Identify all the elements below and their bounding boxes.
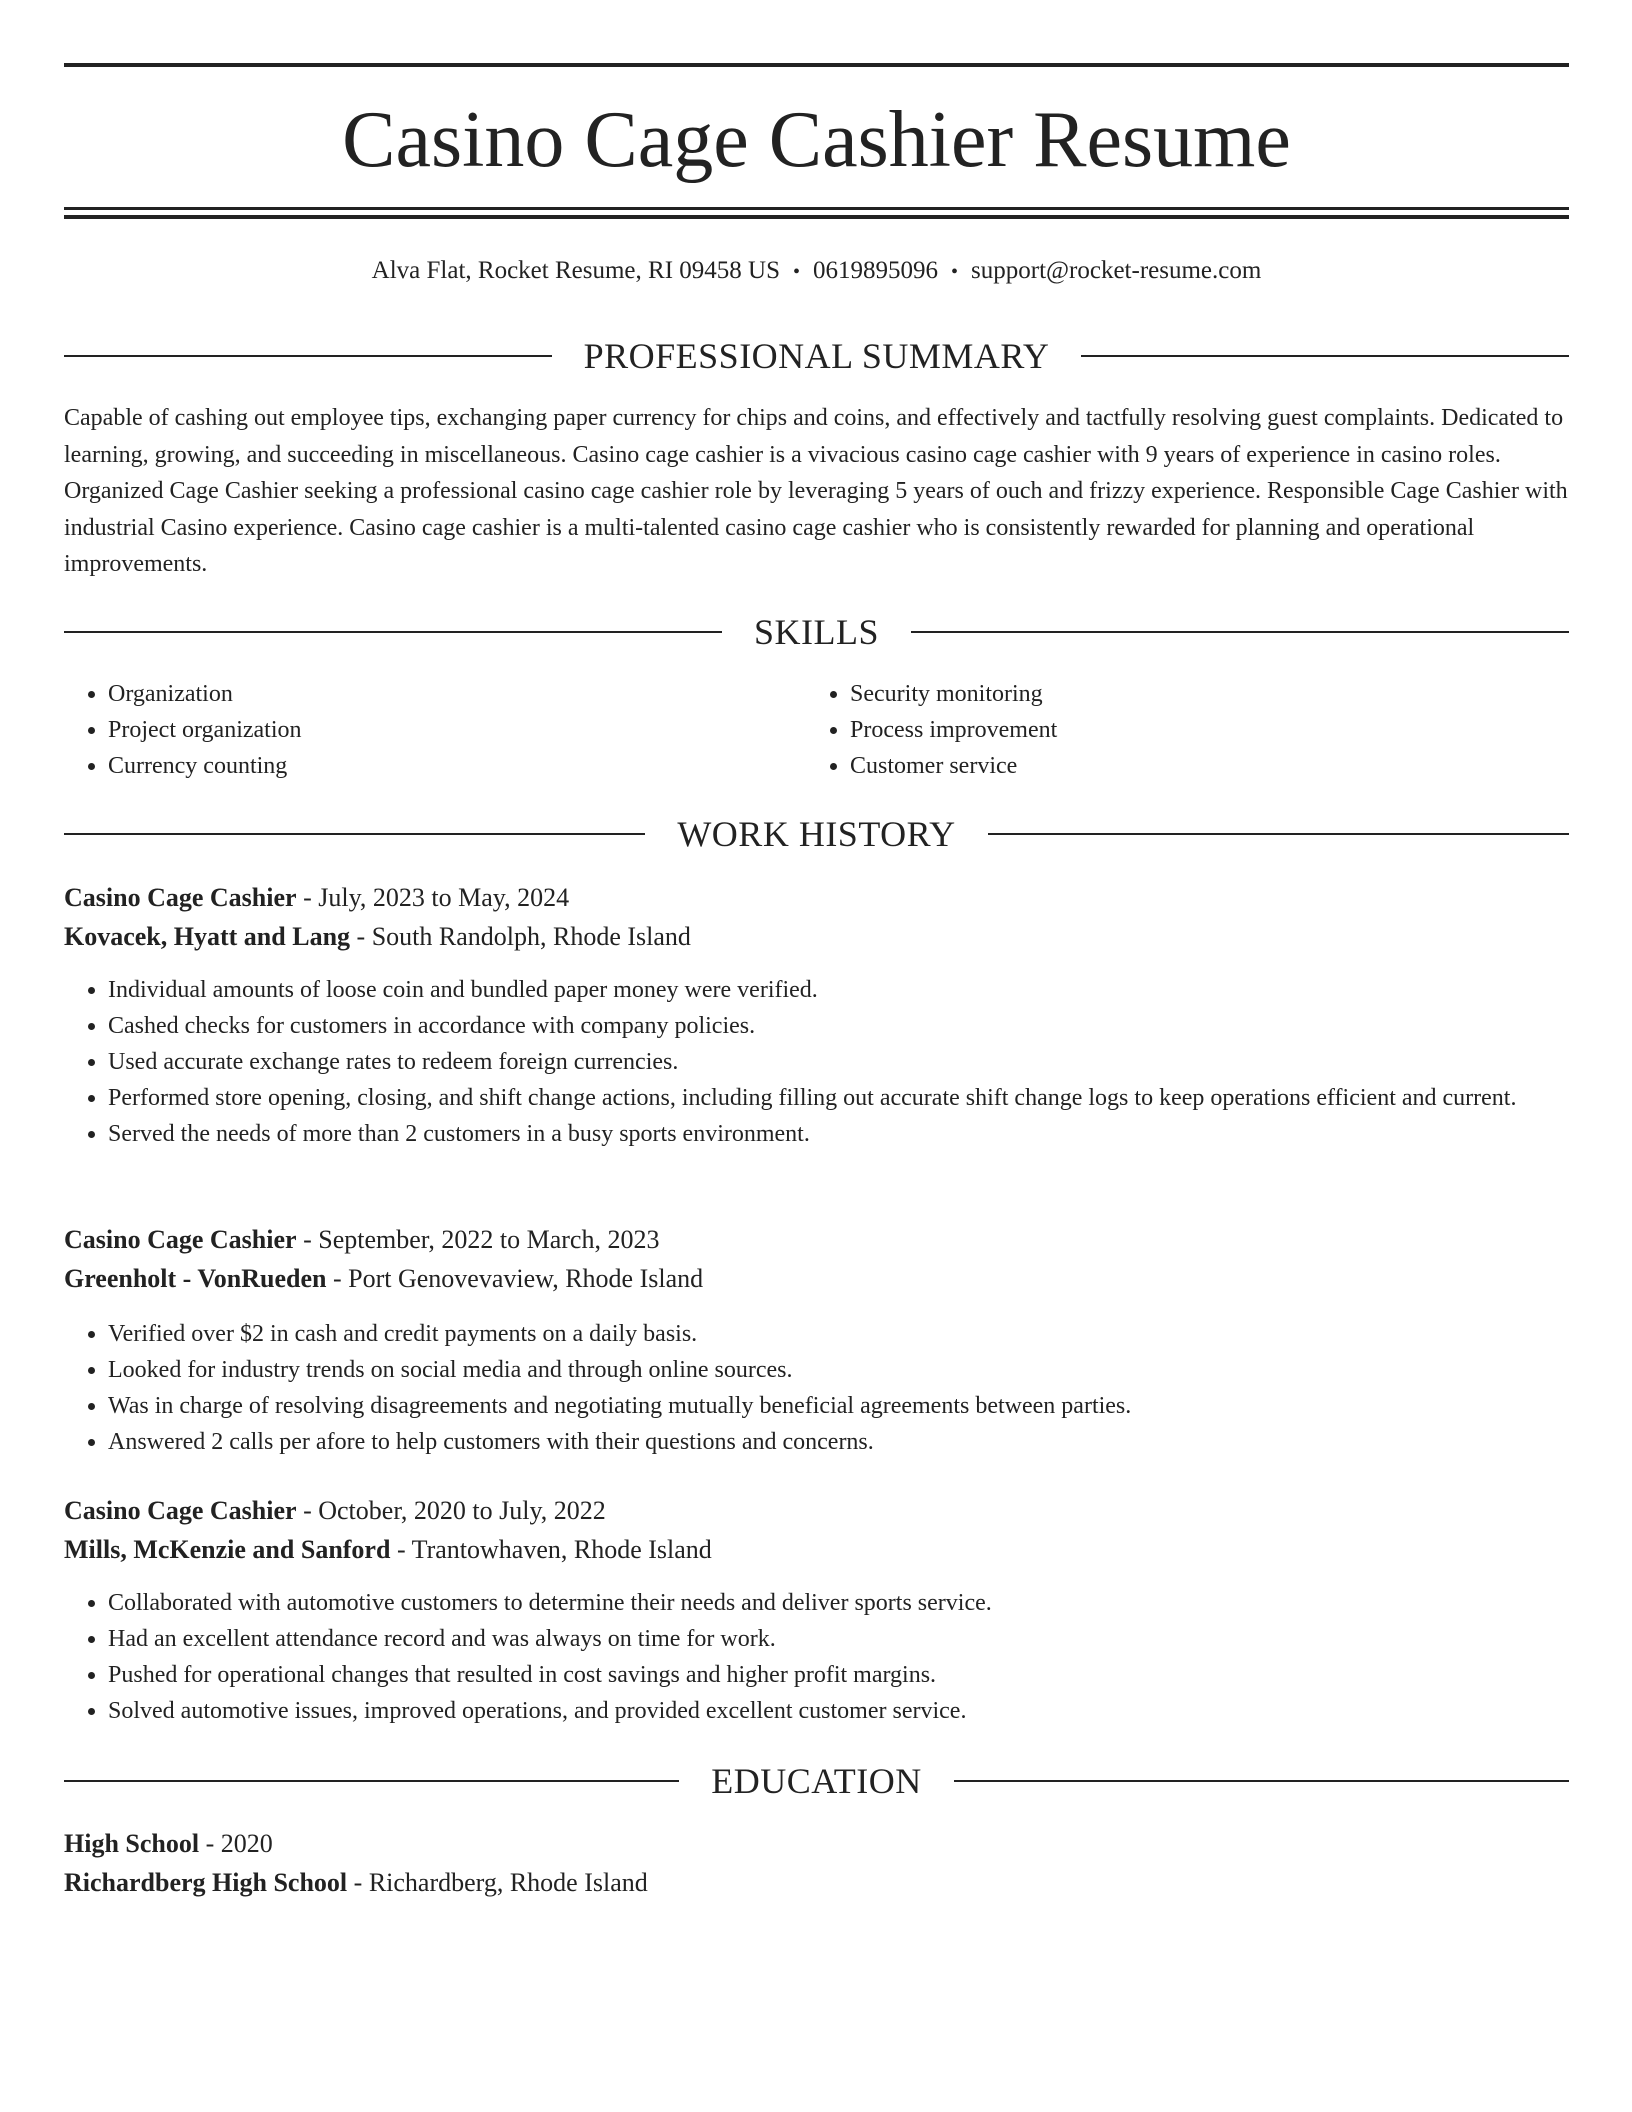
- contact-separator: •: [951, 261, 959, 283]
- job-title-line: [64, 1222, 1569, 1258]
- section-header-work-history: [64, 812, 1569, 856]
- section-rule: [954, 1780, 1569, 1782]
- job-company: Greenholt - VonRueden: [64, 1264, 327, 1293]
- dash: -: [296, 1225, 319, 1254]
- job-title: Casino Cage Cashier: [64, 883, 297, 912]
- education-location: Richardberg, Rhode Island: [368, 1868, 648, 1897]
- job-title: Casino Cage Cashier: [64, 1496, 297, 1525]
- skill-item: • Security monitoring: [850, 676, 1550, 712]
- top-rule: [64, 63, 1569, 67]
- job-bullet: • Performed store opening, closing, and shift change actions, including filling out accurate shift change logs to keep operations efficient and current.: [108, 1080, 1578, 1116]
- section-header-summary: [64, 334, 1569, 378]
- job-location: Port Genovevaview, Rhode Island: [348, 1264, 704, 1293]
- job-company-line: [64, 1261, 1569, 1297]
- section-title: WORK HISTORY: [677, 814, 956, 854]
- job-title: Casino Cage Cashier: [64, 1225, 297, 1254]
- section-title: SKILLS: [754, 612, 880, 652]
- job-bullet: • Solved automotive issues, improved operations, and provided excellent customer service.: [108, 1693, 1578, 1729]
- skills-list-right: [806, 676, 1550, 784]
- dash: -: [350, 922, 372, 951]
- job-bullet: • Verified over $2 in cash and credit payments on a daily basis.: [108, 1316, 1578, 1352]
- section-rule: [1081, 355, 1569, 357]
- title-rule-lower: [64, 215, 1569, 219]
- section-title: EDUCATION: [711, 1761, 922, 1801]
- job-bullet: • Cashed checks for customers in accordance with company policies.: [108, 1008, 1578, 1044]
- job-dates: September, 2022 to March, 2023: [318, 1225, 660, 1254]
- job-bullet: • Looked for industry trends on social media and through online sources.: [108, 1352, 1578, 1388]
- skills-list-left: [64, 676, 788, 784]
- job-company: Mills, McKenzie and Sanford: [64, 1535, 391, 1564]
- job-location: South Randolph, Rhode Island: [371, 922, 691, 951]
- dash: -: [390, 1535, 412, 1564]
- section-rule: [64, 355, 552, 357]
- section-rule: [64, 631, 722, 633]
- job-company-line: [64, 919, 1569, 955]
- dash: -: [326, 1264, 349, 1293]
- section-rule: [64, 1780, 679, 1782]
- education-year: 2020: [220, 1829, 273, 1858]
- education-degree: High School: [64, 1829, 200, 1858]
- job-company: Kovacek, Hyatt and Lang: [64, 922, 351, 951]
- job-bullet: • Answered 2 calls per afore to help customers with their questions and concerns.: [108, 1424, 1578, 1460]
- dash: -: [199, 1829, 221, 1858]
- section-header-skills: [64, 610, 1569, 654]
- summary-text: Capable of cashing out employee tips, exchanging paper currency for chips and coins, and effectively and tactfully resolving guest complaints. Dedicated to learning, growing, and succeeding in miscellaneous. Casino cage cashier is a vivacious casino cage cashier with 9 years of experience in casino roles. Organized Cage Cashier seeking a professional casino cage cashier role by leveraging 5 years of ouch and frizzy experience. Responsible Cage Cashier with industrial Casino experience. Casino cage cashier is a multi-talented casino cage cashier who is consistently rewarded for planning and operational improvements.: [64, 405, 1568, 577]
- skill-item: • Process improvement: [850, 712, 1550, 748]
- job-bullet: • Served the needs of more than 2 customers in a busy sports environment.: [108, 1116, 1578, 1152]
- job-bullet: • Had an excellent attendance record and was always on time for work.: [108, 1621, 1578, 1657]
- skill-item: • Project organization: [108, 712, 788, 748]
- skill-item: • Currency counting: [108, 748, 788, 784]
- job-company-line: [64, 1532, 1569, 1568]
- education-school: Richardberg High School: [64, 1868, 348, 1897]
- job-bullets: [64, 972, 1578, 1152]
- job-bullet: • Individual amounts of loose coin and bundled paper money were verified.: [108, 972, 1578, 1008]
- dash: -: [347, 1868, 369, 1897]
- contact-address: Alva Flat, Rocket Resume, RI 09458 US: [371, 257, 780, 284]
- contact-email: support@rocket-resume.com: [971, 257, 1262, 284]
- dash: -: [296, 1496, 319, 1525]
- job-bullets: [64, 1585, 1578, 1729]
- job-bullet: • Pushed for operational changes that resulted in cost savings and higher profit margins.: [108, 1657, 1578, 1693]
- section-rule: [988, 833, 1569, 835]
- job-title-line: [64, 1493, 1569, 1529]
- dash: -: [296, 883, 319, 912]
- job-bullets: [64, 1316, 1578, 1460]
- title-rule-upper: [64, 207, 1569, 210]
- section-header-education: [64, 1759, 1569, 1803]
- section-rule: [64, 833, 645, 835]
- skill-item: • Organization: [108, 676, 788, 712]
- job-dates: July, 2023 to May, 2024: [318, 883, 570, 912]
- section-title: PROFESSIONAL SUMMARY: [583, 336, 1050, 376]
- job-location: Trantowhaven, Rhode Island: [411, 1535, 712, 1564]
- job-dates: October, 2020 to July, 2022: [318, 1496, 606, 1525]
- job-title-line: [64, 880, 1569, 916]
- job-bullet: • Collaborated with automotive customers to determine their needs and deliver sports service.: [108, 1585, 1578, 1621]
- contact-phone: 0619895096: [813, 257, 938, 284]
- job-bullet: • Used accurate exchange rates to redeem foreign currencies.: [108, 1044, 1578, 1080]
- education-school-line: [64, 1865, 1569, 1901]
- contact-line: [64, 254, 1569, 289]
- job-bullet: • Was in charge of resolving disagreements and negotiating mutually beneficial agreements between parties.: [108, 1388, 1578, 1424]
- education-degree-line: [64, 1826, 1569, 1862]
- contact-separator: •: [792, 261, 800, 283]
- resume-title: Casino Cage Cashier Resume: [342, 96, 1291, 184]
- section-rule: [911, 631, 1569, 633]
- skill-item: • Customer service: [850, 748, 1550, 784]
